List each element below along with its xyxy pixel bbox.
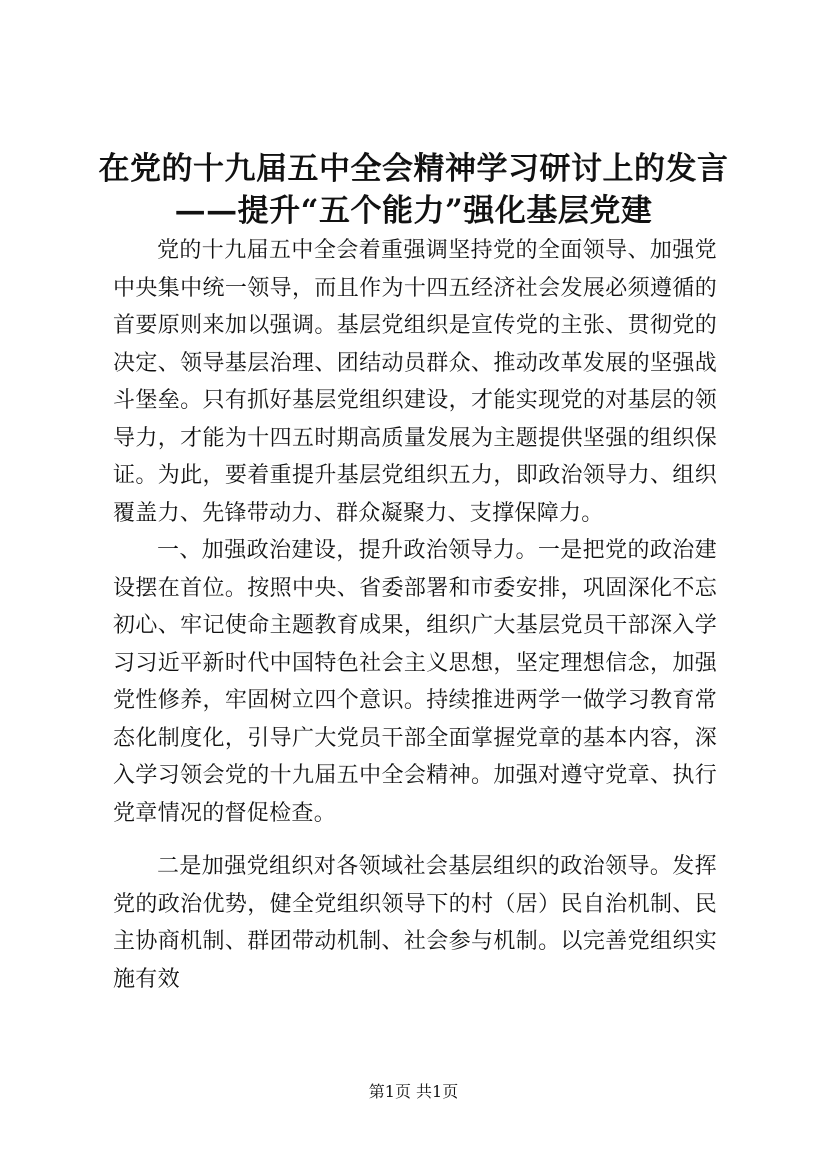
paragraph-intro: 党的十九届五中全会着重强调坚持党的全面领导、加强党中央集中统一领导，而且作为十四五经济社会发展必须遵循的首要原则来加以强调。基层党组织是宣传党的主张、贯彻党的决定、领导基层治理、团结动员群众、推动改革发展的坚强战斗堡垒。只有抓好基层党组织建设，才能实现党的对基层的领导力，才能为十四五时期高质量发展为主题提供坚强的组织保证。为此，要着重提升基层党组织五力，即政治领导力、组织覆盖力、先锋带动力、群众凝聚力、支撑保障力。	[113, 238, 717, 526]
paragraph-point-two: 二是加强党组织对各领域社会基层组织的政治领导。发挥党的政治优势，健全党组织领导下的村（居）民自治机制、民主协商机制、群团带动机制、社会参与机制。以完善党组织实施有效	[113, 854, 717, 992]
page-number-footer: 第1页 共1页	[368, 1082, 459, 1101]
paragraph-section-one: 一、加强政治建设，提升政治领导力。一是把党的政治建设摆在首位。按照中央、省委部署和市委安排，巩固深化不忘初心、牢记使命主题教育成果，组织广大基层党员干部深入学习习近平新时代中国特色社会主义思想，坚定理想信念，加强党性修养，牢固树立四个意识。持续推进两学一做学习教育常态化制度化，引导广大党员干部全面掌握党章的基本内容，深入学习领会党的十九届五中全会精神。加强对遵守党章、执行党章情况的督促检查。	[113, 538, 717, 826]
document-subtitle: ——提升“五个能力”强化基层党建	[174, 193, 653, 229]
document-body	[113, 232, 717, 998]
document-title: 在党的十九届五中全会精神学习研讨上的发言	[98, 151, 729, 187]
